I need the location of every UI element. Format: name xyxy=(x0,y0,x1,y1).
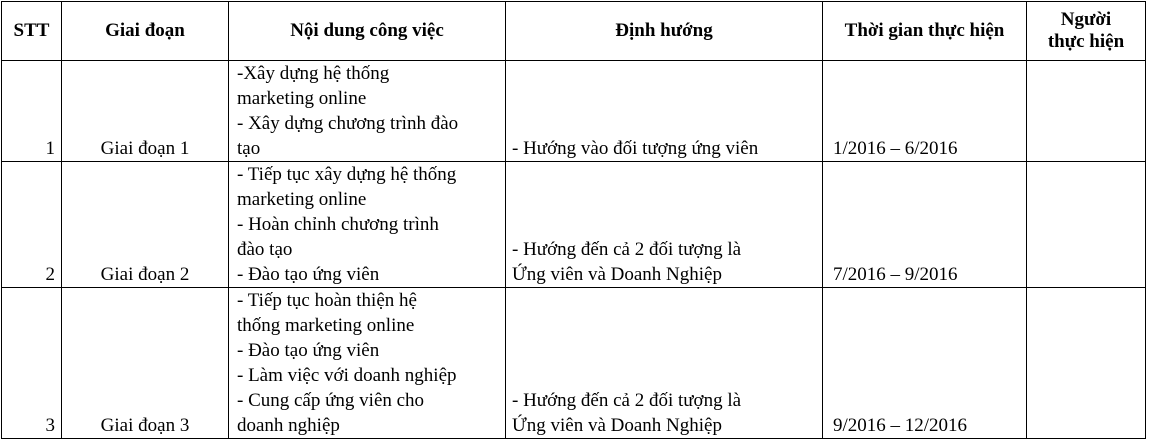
cell-direction xyxy=(506,61,823,162)
cell-task xyxy=(229,288,506,439)
direction-line: Ứng viên và Doanh Nghiệp xyxy=(512,264,722,285)
task-line: - Làm việc với doanh nghiệp xyxy=(237,365,457,386)
cell-task xyxy=(229,61,506,162)
header-stage: Giai đoạn xyxy=(62,2,229,61)
header-person-line1: Người xyxy=(1060,9,1112,30)
task-line: - Đào tạo ứng viên xyxy=(237,340,380,361)
cell-time: 7/2016 – 9/2016 xyxy=(823,162,1027,288)
cell-time: 1/2016 – 6/2016 xyxy=(823,61,1027,162)
header-time: Thời gian thực hiện xyxy=(823,2,1027,61)
task-line: - Đào tạo ứng viên xyxy=(237,264,380,285)
task-line: đào tạo xyxy=(237,239,293,260)
task-line: - Tiếp tục hoàn thiện hệ xyxy=(237,290,417,311)
header-person xyxy=(1027,2,1146,61)
direction-line: - Hướng vào đối tượng ứng viên xyxy=(512,138,759,159)
task-line: - Cung cấp ứng viên cho xyxy=(237,390,425,411)
cell-stt: 1 xyxy=(2,61,62,162)
task-line: thống marketing online xyxy=(237,315,415,336)
task-line: -Xây dựng hệ thống xyxy=(237,63,390,84)
plan-table xyxy=(1,1,1146,439)
cell-person xyxy=(1027,288,1146,439)
cell-stt: 3 xyxy=(2,288,62,439)
header-task: Nội dung công việc xyxy=(229,2,506,61)
table-row xyxy=(2,162,1146,288)
cell-stage: Giai đoạn 2 xyxy=(62,162,229,288)
header-direction: Định hướng xyxy=(506,2,823,61)
cell-stage: Giai đoạn 1 xyxy=(62,61,229,162)
task-line: tạo xyxy=(237,138,261,159)
table-row xyxy=(2,61,1146,162)
cell-person xyxy=(1027,162,1146,288)
cell-person xyxy=(1027,61,1146,162)
task-line: - Tiếp tục xây dựng hệ thống xyxy=(237,164,457,185)
task-line: marketing online xyxy=(237,189,367,210)
plan-table-wrapper xyxy=(1,1,1146,439)
cell-time: 9/2016 – 12/2016 xyxy=(823,288,1027,439)
direction-line: - Hướng đến cả 2 đối tượng là xyxy=(512,239,742,260)
direction-line: Ứng viên và Doanh Nghiệp xyxy=(512,415,722,436)
cell-task xyxy=(229,162,506,288)
task-line: doanh nghiệp xyxy=(237,415,340,436)
task-line: - Xây dựng chương trình đào xyxy=(237,113,459,134)
direction-line: - Hướng đến cả 2 đối tượng là xyxy=(512,390,742,411)
cell-stt: 2 xyxy=(2,162,62,288)
header-person-line2: thực hiện xyxy=(1047,31,1125,52)
cell-direction xyxy=(506,162,823,288)
cell-stage: Giai đoạn 3 xyxy=(62,288,229,439)
header-stt: STT xyxy=(2,2,62,61)
table-row xyxy=(2,288,1146,439)
task-line: - Hoàn chỉnh chương trình xyxy=(237,214,439,235)
task-line: marketing online xyxy=(237,88,367,109)
header-row xyxy=(2,2,1146,61)
cell-direction xyxy=(506,288,823,439)
